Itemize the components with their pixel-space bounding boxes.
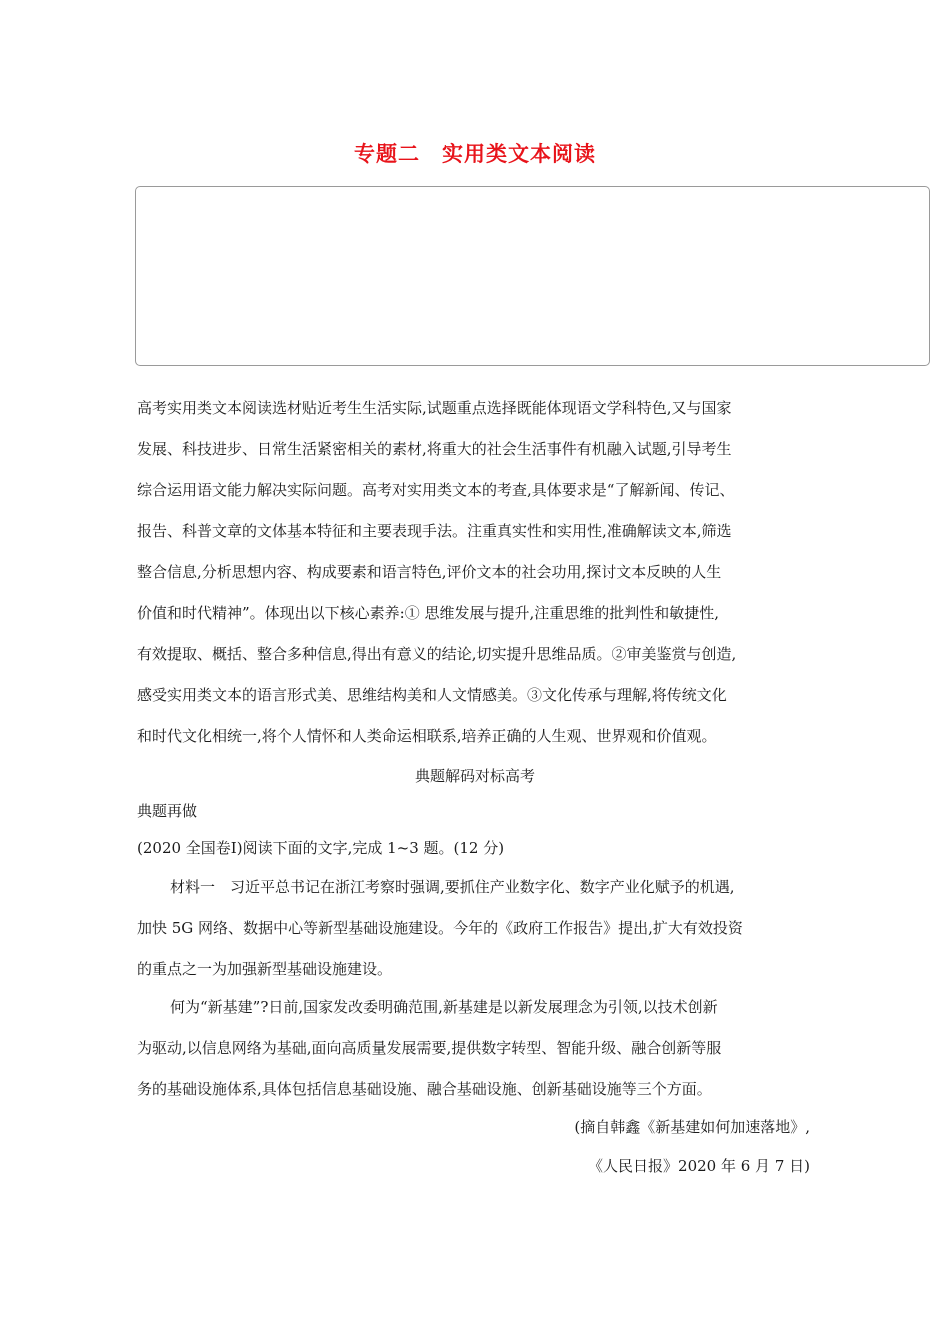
material-line: 加快 5G 网络、数据中心等新型基础设施建设。今年的《政府工作报告》提出,扩大有效投资	[137, 919, 743, 937]
material-line: 的重点之一为加强新型基础设施建设。	[137, 960, 393, 978]
intro-line: 报告、科普文章的文体基本特征和主要表现手法。注重真实性和实用性,准确解读文本,筛选	[137, 522, 732, 540]
intro-line: 发展、科技进步、日常生活紧密相关的素材,将重大的社会生活事件有机融入试题,引导考生	[137, 440, 732, 458]
empty-frame-box	[135, 186, 930, 366]
material-line: 何为“新基建”?日前,国家发改委明确范围,新基建是以新发展理念为引领,以技术创新	[170, 998, 718, 1016]
intro-line: 整合信息,分析思想内容、构成要素和语言特色,评价文本的社会功用,探讨文本反映的人生	[137, 563, 722, 581]
source-citation: (摘自韩鑫《新基建如何加速落地》,	[574, 1118, 810, 1136]
material-line: 材料一 习近平总书记在浙江考察时强调,要抓住产业数字化、数字产业化赋予的机遇,	[170, 878, 735, 896]
section-heading: 典题解码对标高考	[414, 767, 535, 785]
question-intro: (2020 全国卷Ⅰ)阅读下面的文字,完成 1~3 题。(12 分)	[137, 839, 505, 857]
intro-line: 有效提取、概括、整合多种信息,得出有意义的结论,切实提升思维品质。②审美鉴赏与创造,	[137, 645, 737, 663]
material-line: 为驱动,以信息网络为基础,面向高质量发展需要,提供数字转型、智能升级、融合创新等服	[137, 1039, 722, 1057]
page-title: 专题二 实用类文本阅读	[354, 142, 596, 166]
source-citation: 《人民日报》2020 年 6 月 7 日)	[588, 1157, 810, 1175]
intro-line: 高考实用类文本阅读选材贴近考生生活实际,试题重点选择既能体现语文学科特色,又与国家	[137, 399, 732, 417]
material-line: 务的基础设施体系,具体包括信息基础设施、融合基础设施、创新基础设施等三个方面。	[137, 1080, 712, 1098]
subheading: 典题再做	[137, 802, 198, 820]
intro-line: 和时代文化相统一,将个人情怀和人类命运相联系,培养正确的人生观、世界观和价值观。	[137, 727, 717, 745]
intro-line: 价值和时代精神”。体现出以下核心素养:① 思维发展与提升,注重思维的批判性和敏捷性,	[137, 604, 720, 622]
intro-line: 感受实用类文本的语言形式美、思维结构美和人文情感美。③文化传承与理解,将传统文化	[137, 686, 727, 704]
intro-line: 综合运用语文能力解决实际问题。高考对实用类文本的考查,具体要求是“了解新闻、传记、	[137, 481, 735, 499]
